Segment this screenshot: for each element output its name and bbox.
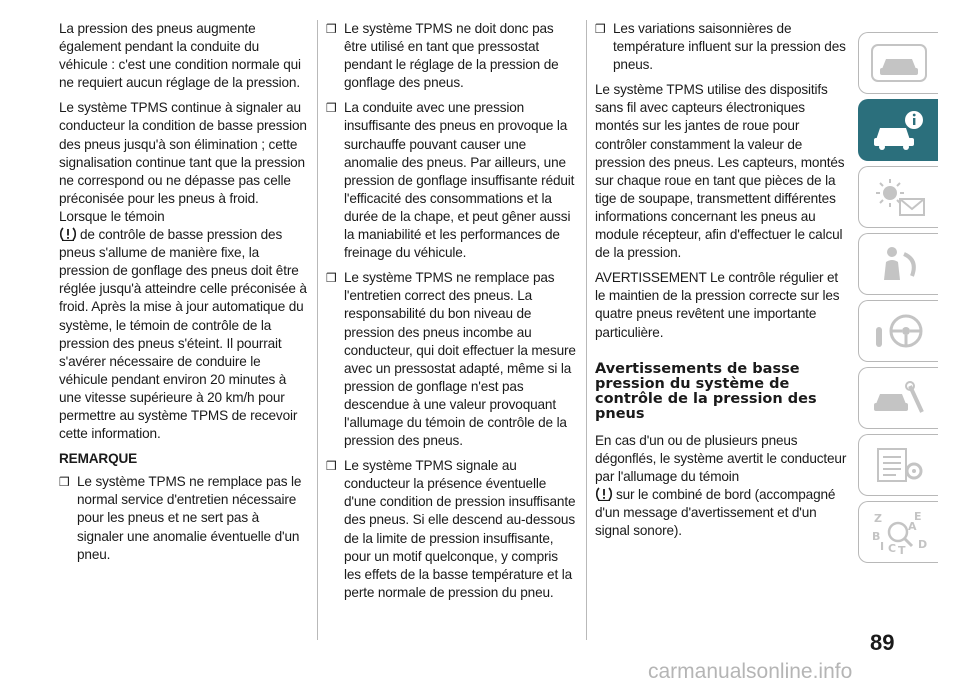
tab-starting-driving[interactable] <box>858 300 938 362</box>
checkbox-bullet-icon: ❒ <box>326 459 337 474</box>
paragraph-low-pressure-alert <box>595 432 848 541</box>
bullet-item <box>59 473 309 563</box>
note-title: REMARQUE <box>59 451 138 467</box>
bullet-text: Le système TPMS ne remplace pas le normal service d'entretien nécessaire pour les pneus et ne sert pas à signaler une anomalie éventuelle d'un pneu. <box>77 474 302 562</box>
index-letter: Z <box>873 512 882 525</box>
bullet-text: Le système TPMS ne remplace pas l'entretien correct des pneus. La responsabilité du bon niveau de pression des pneus incombe au conducteur, qui doit effectuer la mesure avec un pressostat adapté, même si la pression de gonflage n'est pas descendue à une valeur provoquant l'allumage du témoin de contrôle de la pression des pneus. <box>344 270 576 449</box>
page-number: 89 <box>870 630 895 655</box>
paragraph-tpms-sensors: Le système TPMS utilise des dispositifs sans fil avec capteurs électroniques montés sur les jantes de roue pour contrôler constamment la valeur de pression des pneus. Les capteurs, montés sur chaque roue en tant que pièces de la tige de soupape, transmettent différentes informations concernant les pneus au module récepteur, afin d'effectuer le calcul de la pression. <box>595 82 845 261</box>
index-letter: T <box>897 544 906 556</box>
index-letter: D <box>917 538 927 551</box>
tire-pressure-warning-icon <box>59 227 77 241</box>
warning-lights-icon <box>868 173 930 221</box>
chapter-sidebar <box>858 32 940 568</box>
checkbox-bullet-icon: ❒ <box>326 101 337 116</box>
tire-pressure-warning-icon <box>595 487 613 501</box>
airbag-seatbelt-icon <box>868 240 930 288</box>
column-2 <box>326 20 578 609</box>
maintenance-settings-icon <box>868 441 930 489</box>
steering-wheel-icon <box>868 307 930 355</box>
column-1 <box>59 20 309 571</box>
index-letter: C <box>887 542 896 555</box>
tab-safety[interactable] <box>858 233 938 295</box>
watermark: carmanualsonline.info <box>648 660 853 683</box>
tab-warning-lights[interactable] <box>858 166 938 228</box>
checkbox-bullet-icon: ❒ <box>326 22 337 36</box>
column-divider-right <box>586 20 587 640</box>
bullet-item <box>595 20 848 74</box>
bullet-text: Les variations saisonnières de température influent sur la pression des pneus. <box>613 21 846 73</box>
index-letter: E <box>913 510 922 523</box>
checkbox-bullet-icon: ❒ <box>595 22 606 36</box>
index-letters-icon <box>868 508 930 556</box>
paragraph-text-after-icon: de contrôle de basse pression des pneus s'allume de manière fixe, la pression de gonflage des pneus doit être réglée jusqu'à atteindre celle préconisée à froid. Après la mise à jour automatique du système, le témoin de contrôle de la pression des pneus s'éteint. Il pourrait s'avérer nécessaire de conduire le véhicule pendant environ 20 minutes à une vitesse supérieure à 20 km/h pour permettre au système TPMS de recevoir cette information. <box>59 227 307 442</box>
index-letter: B <box>871 530 880 543</box>
bullet-item <box>326 99 578 262</box>
car-repair-icon <box>868 374 930 422</box>
tab-vehicle-info[interactable] <box>858 99 938 161</box>
bullet-text: Le système TPMS signale au conducteur la présence éventuelle d'une condition de pression insuffisante des pneus. Si elle descend au-dessous de la limite de pression insuffisante, pour un motif quelconque, y compris les effets de la basse température et la perte normale de pression du pneu. <box>344 458 576 600</box>
paragraph-text-before-icon: En cas d'un ou de plusieurs pneus dégonflés, le système avertit le conducteur par l'allumage du témoin <box>595 432 847 484</box>
car-dashboard-icon <box>868 39 930 87</box>
bullet-item <box>326 457 578 602</box>
paragraph-pressure-increase: La pression des pneus augmente également pendant la conduite du véhicule : c'est une condition normale qui ne requiert aucun réglage de la pression. <box>59 21 301 91</box>
column-divider-left <box>317 20 318 640</box>
paragraph-tpms-signal <box>59 99 309 443</box>
index-letter: A <box>907 520 917 533</box>
paragraph-warning: AVERTISSEMENT Le contrôle régulier et le maintien de la pression correcte sur les quatre pneus revêtent une importante particulière. <box>595 270 840 340</box>
tab-emergency[interactable] <box>858 367 938 429</box>
checkbox-bullet-icon: ❒ <box>59 475 70 490</box>
tab-dashboard[interactable] <box>858 32 938 94</box>
bullet-item <box>326 269 578 450</box>
paragraph-text-before-icon: Le système TPMS continue à signaler au conducteur la condition de basse pression des pneus jusqu'à son élimination ; cette signalisation continue tant que la pression ne correspond ou ne dépasse pas celle préconisée pour les pneus à froid. Lorsque le témoin <box>59 100 307 224</box>
bullet-item <box>326 20 578 92</box>
section-heading: Avertissements de basse pression du système de contrôle de la pression des pneus <box>595 360 817 422</box>
tab-maintenance[interactable] <box>858 434 938 496</box>
bullet-text: La conduite avec une pression insuffisante des pneus en provoque la surchauffe pouvant causer une anomalie des pneus. Par ailleurs, une pression de gonflage insuffisante réduit l'efficacité des consommations et la durée de la chape, et peut gêner aussi la maniabilité et les performances de freinage du véhicule. <box>344 100 575 261</box>
paragraph-text-after-icon: sur le combiné de bord (accompagné d'un message d'avertissement et d'un signal sonore). <box>595 486 836 539</box>
car-info-icon <box>868 106 930 154</box>
bullet-text: Le système TPMS ne doit donc pas être utilisé en tant que pressostat pendant le réglage de la pression de gonflage des pneus. <box>344 21 559 91</box>
checkbox-bullet-icon: ❒ <box>326 271 337 286</box>
tab-index[interactable] <box>858 501 938 563</box>
column-3 <box>595 20 848 547</box>
index-letter: I <box>879 540 884 553</box>
